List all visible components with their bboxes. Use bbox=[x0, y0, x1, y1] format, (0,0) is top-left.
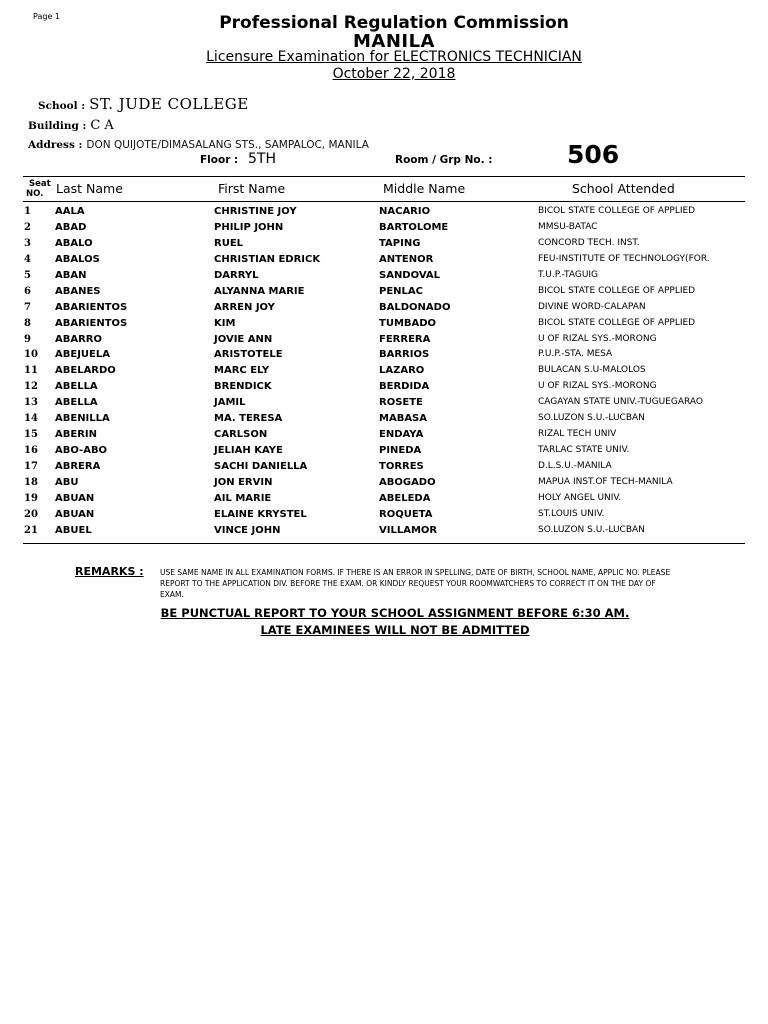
last-name-cell: ABANES bbox=[55, 285, 101, 297]
last-name-cell: ABARIENTOS bbox=[55, 301, 128, 313]
column-header-first-name: First Name bbox=[218, 181, 286, 196]
table-row bbox=[0, 205, 768, 221]
last-name-cell: ABENILLA bbox=[55, 413, 110, 425]
table-row bbox=[0, 412, 768, 428]
school-attended-cell: CONCORD TECH. INST. bbox=[538, 237, 640, 248]
table-row bbox=[0, 508, 768, 524]
first-name-cell: DARRYL bbox=[214, 269, 259, 281]
school-attended-cell: FEU-INSTITUTE OF TECHNOLOGY(FOR. bbox=[538, 253, 710, 264]
remarks-label: REMARKS : bbox=[75, 565, 144, 578]
seat-number: 20 bbox=[24, 508, 38, 520]
column-header-middle-name: Middle Name bbox=[383, 181, 466, 196]
floor-value: 5TH bbox=[248, 151, 276, 167]
school-attended-cell: BICOL STATE COLLEGE OF APPLIED bbox=[538, 285, 696, 296]
school-attended-cell: ST.LOUIS UNIV. bbox=[538, 508, 605, 519]
table-row bbox=[0, 492, 768, 508]
middle-name-cell: SANDOVAL bbox=[379, 269, 441, 281]
seat-number: 11 bbox=[24, 365, 38, 377]
page-number-label: Page 1 bbox=[33, 12, 60, 21]
middle-name-cell: ENDAYA bbox=[379, 429, 424, 441]
last-name-cell: ABAN bbox=[55, 269, 87, 281]
table-row bbox=[0, 237, 768, 253]
first-name-cell: JELIAH KAYE bbox=[214, 445, 283, 457]
examinee-table-body bbox=[0, 205, 768, 540]
seat-number: 15 bbox=[24, 429, 38, 441]
first-name-cell: PHILIP JOHN bbox=[214, 221, 284, 233]
school-attended-cell: P.U.P.-STA. MESA bbox=[538, 349, 613, 360]
school-attended-cell: SO.LUZON S.U.-LUCBAN bbox=[538, 524, 645, 535]
middle-name-cell: VILLAMOR bbox=[379, 524, 438, 536]
seat-number: 4 bbox=[24, 253, 31, 265]
seat-number: 1 bbox=[24, 206, 31, 217]
school-attended-cell: U OF RIZAL SYS.-MORONG bbox=[538, 333, 657, 344]
school-attended-cell: BICOL STATE COLLEGE OF APPLIED bbox=[538, 317, 696, 328]
middle-name-cell: PENLAC bbox=[379, 285, 423, 297]
building-value: C A bbox=[90, 118, 114, 133]
seat-number: 21 bbox=[24, 524, 38, 536]
first-name-cell: JON ERVIN bbox=[214, 476, 273, 488]
seat-number: 19 bbox=[24, 492, 38, 504]
school-attended-cell: T.U.P.-TAGUIG bbox=[538, 269, 599, 280]
school-attended-cell: BULACAN S.U-MALOLOS bbox=[538, 365, 646, 376]
school-attended-cell: SO.LUZON S.U.-LUCBAN bbox=[538, 413, 645, 424]
middle-name-cell: BALDONADO bbox=[379, 301, 451, 313]
middle-name-cell: ABOGADO bbox=[379, 476, 436, 488]
school-attended-cell: TARLAC STATE UNIV. bbox=[538, 445, 630, 456]
last-name-cell: ABEJUELA bbox=[55, 349, 110, 361]
column-header-school: School Attended bbox=[572, 181, 675, 196]
first-name-cell: MA. TERESA bbox=[214, 413, 283, 425]
table-row bbox=[0, 269, 768, 285]
last-name-cell: ABRERA bbox=[55, 461, 101, 472]
table-row bbox=[0, 348, 768, 364]
first-name-cell: ALYANNA MARIE bbox=[214, 285, 305, 297]
school-attended-cell: MAPUA INST.OF TECH-MANILA bbox=[538, 476, 673, 487]
table-row bbox=[0, 476, 768, 492]
middle-name-cell: ANTENOR bbox=[379, 253, 434, 265]
seat-number: 5 bbox=[24, 269, 31, 281]
column-header-last-name: Last Name bbox=[56, 181, 123, 196]
first-name-cell: VINCE JOHN bbox=[214, 524, 281, 536]
exam-date: October 22, 2018 bbox=[332, 66, 456, 82]
last-name-cell: ABERIN bbox=[55, 429, 97, 441]
table-row bbox=[0, 285, 768, 301]
seat-number: 16 bbox=[24, 445, 38, 457]
first-name-cell: RUEL bbox=[214, 237, 244, 249]
table-row bbox=[0, 524, 768, 540]
last-name-cell: AALA bbox=[55, 206, 85, 217]
middle-name-cell: BARTOLOME bbox=[379, 221, 449, 233]
middle-name-cell: TORRES bbox=[379, 461, 424, 472]
last-name-cell: ABELLA bbox=[55, 397, 98, 409]
table-header-rule bbox=[23, 201, 745, 202]
table-top-rule bbox=[23, 176, 745, 177]
school-attended-cell: CAGAYAN STATE UNIV.-TUGUEGARAO bbox=[538, 397, 703, 408]
last-name-cell: ABARIENTOS bbox=[55, 317, 128, 329]
table-row bbox=[0, 253, 768, 269]
seat-number: 6 bbox=[24, 285, 31, 297]
remarks-text: USE SAME NAME IN ALL EXAMINATION FORMS. IF THERE IS AN ERROR IN SPELLING, DATE OF BIRTH, SCHOOL NAME, APPLIC NO. PLEASE REPORT TO THE APPLICATION DIV. BEFORE THE EXAM. OR KINDLY REQUEST YOUR ROOMWATCHERS TO CORRECT IT ON THE DAY OF EXAM. bbox=[160, 568, 671, 599]
last-name-cell: ABUAN bbox=[55, 508, 95, 520]
building-info bbox=[28, 114, 114, 133]
school-attended-cell: DIVINE WORD-CALAPAN bbox=[538, 301, 646, 312]
first-name-cell: ARISTOTELE bbox=[214, 349, 283, 361]
last-name-cell: ABU bbox=[55, 476, 79, 488]
address-info bbox=[28, 133, 369, 152]
school-label: School : bbox=[38, 100, 86, 112]
seat-number: 2 bbox=[24, 221, 31, 233]
middle-name-cell: LAZARO bbox=[379, 365, 425, 377]
exam-title: Licensure Examination for ELECTRONICS TECHNICIAN bbox=[206, 49, 582, 65]
middle-name-cell: TUMBADO bbox=[379, 317, 437, 329]
floor-label: Floor : bbox=[200, 154, 239, 166]
table-row bbox=[0, 444, 768, 460]
school-attended-cell: HOLY ANGEL UNIV. bbox=[538, 492, 622, 503]
middle-name-cell: BERDIDA bbox=[379, 381, 430, 393]
column-header-seat bbox=[26, 179, 51, 199]
agency-title: Professional Regulation Commission bbox=[219, 13, 569, 33]
first-name-cell: ELAINE KRYSTEL bbox=[214, 508, 307, 520]
school-attended-cell: RIZAL TECH UNIV bbox=[538, 429, 617, 440]
first-name-cell: ARREN JOY bbox=[214, 301, 275, 313]
seat-number: 18 bbox=[24, 476, 38, 488]
table-row bbox=[0, 364, 768, 380]
middle-name-cell: ABELEDA bbox=[379, 492, 431, 504]
seat-header-line1: Seat bbox=[29, 179, 51, 189]
middle-name-cell: ROQUETA bbox=[379, 508, 433, 520]
address-label: Address : bbox=[28, 139, 83, 151]
table-row bbox=[0, 333, 768, 349]
room-label: Room / Grp No. : bbox=[395, 154, 493, 166]
first-name-cell: AIL MARIE bbox=[214, 492, 272, 504]
school-value: ST. JUDE COLLEGE bbox=[89, 95, 249, 113]
last-name-cell: ABELARDO bbox=[55, 365, 116, 377]
school-info bbox=[38, 94, 249, 113]
last-name-cell: ABUEL bbox=[55, 524, 92, 536]
building-label: Building : bbox=[28, 120, 87, 132]
middle-name-cell: PINEDA bbox=[379, 445, 422, 457]
first-name-cell: CHRISTINE JOY bbox=[214, 206, 297, 217]
last-name-cell: ABALO bbox=[55, 237, 93, 249]
seat-number: 9 bbox=[24, 333, 31, 345]
middle-name-cell: ROSETE bbox=[379, 397, 423, 409]
school-attended-cell: MMSU-BATAC bbox=[538, 221, 598, 232]
last-name-cell: ABALOS bbox=[55, 253, 100, 265]
middle-name-cell: FERRERA bbox=[379, 333, 431, 345]
first-name-cell: JAMIL bbox=[214, 397, 246, 409]
city-title: MANILA bbox=[352, 31, 435, 52]
seat-number: 7 bbox=[24, 301, 31, 313]
seat-number: 3 bbox=[24, 237, 31, 249]
seat-number: 12 bbox=[24, 381, 38, 393]
middle-name-cell: NACARIO bbox=[379, 206, 431, 217]
late-notice: LATE EXAMINEES WILL NOT BE ADMITTED bbox=[260, 623, 530, 637]
punctuality-notice: BE PUNCTUAL REPORT TO YOUR SCHOOL ASSIGNMENT BEFORE 6:30 AM. bbox=[160, 606, 630, 620]
middle-name-cell: BARRIOS bbox=[379, 349, 430, 361]
table-row bbox=[0, 221, 768, 237]
seat-number: 17 bbox=[24, 461, 38, 472]
last-name-cell: ABO-ABO bbox=[55, 445, 108, 457]
table-row bbox=[0, 380, 768, 396]
last-name-cell: ABAD bbox=[55, 221, 87, 233]
first-name-cell: CHRISTIAN EDRICK bbox=[214, 253, 321, 265]
table-row bbox=[0, 301, 768, 317]
first-name-cell: CARLSON bbox=[214, 429, 268, 441]
table-row bbox=[0, 428, 768, 444]
seat-number: 14 bbox=[24, 413, 38, 425]
table-row bbox=[0, 460, 768, 476]
room-number: 506 bbox=[567, 140, 620, 169]
table-row bbox=[0, 317, 768, 333]
last-name-cell: ABUAN bbox=[55, 492, 95, 504]
school-attended-cell: BICOL STATE COLLEGE OF APPLIED bbox=[538, 206, 696, 216]
first-name-cell: MARC ELY bbox=[214, 365, 270, 377]
middle-name-cell: MABASA bbox=[379, 413, 427, 425]
table-bottom-rule bbox=[23, 543, 745, 544]
seat-number: 13 bbox=[24, 397, 38, 409]
middle-name-cell: TAPING bbox=[379, 237, 421, 249]
school-attended-cell: D.L.S.U.-MANILA bbox=[538, 461, 612, 471]
school-attended-cell: U OF RIZAL SYS.-MORONG bbox=[538, 381, 657, 392]
address-value: DON QUIJOTE/DIMASALANG STS., SAMPALOC, MANILA bbox=[86, 139, 369, 151]
seat-number: 10 bbox=[24, 349, 38, 361]
seat-number: 8 bbox=[24, 317, 31, 329]
table-row bbox=[0, 396, 768, 412]
first-name-cell: BRENDICK bbox=[214, 381, 272, 393]
seat-header-line2: NO. bbox=[26, 189, 44, 199]
first-name-cell: SACHI DANIELLA bbox=[214, 461, 308, 472]
first-name-cell: JOVIE ANN bbox=[214, 333, 273, 345]
first-name-cell: KIM bbox=[214, 317, 236, 329]
last-name-cell: ABARRO bbox=[55, 333, 103, 345]
last-name-cell: ABELLA bbox=[55, 381, 98, 393]
